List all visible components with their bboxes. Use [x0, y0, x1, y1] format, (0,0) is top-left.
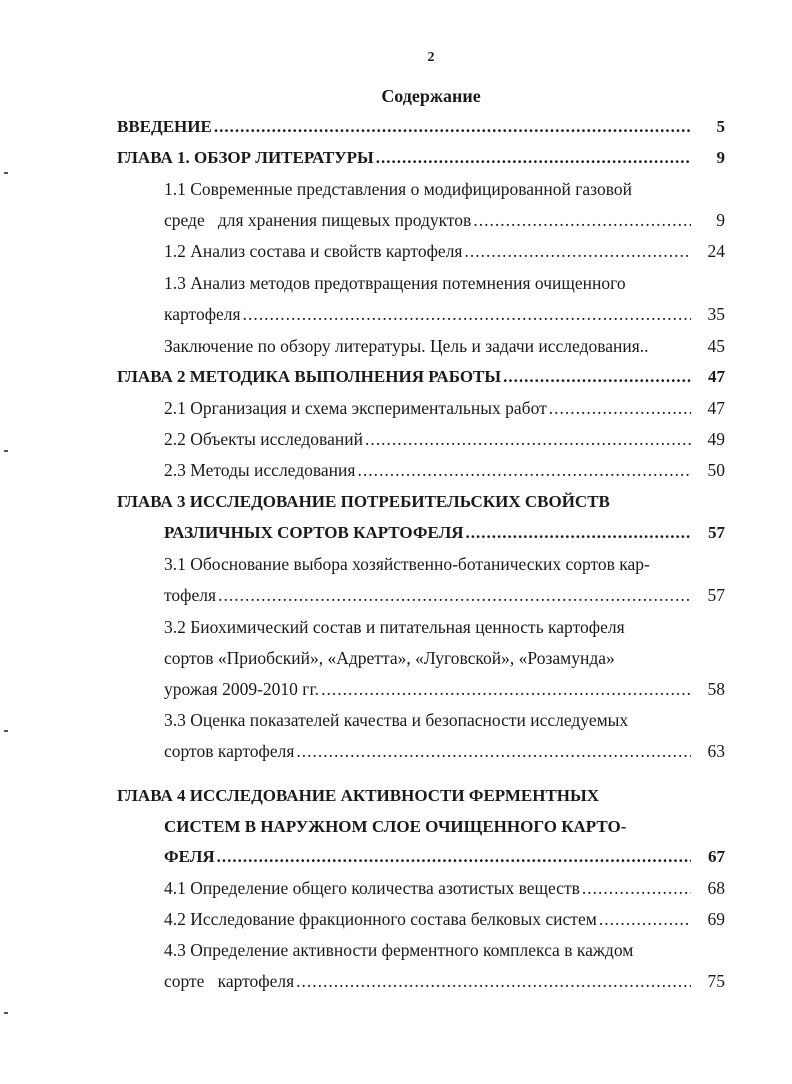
page-number: 2 — [427, 50, 435, 65]
leader-dots — [218, 585, 691, 606]
toc-page-number: 5 — [716, 117, 725, 136]
toc-entry-1-2 — [164, 241, 725, 263]
leader-dots — [296, 971, 691, 992]
toc-entry-4-3 — [164, 971, 725, 993]
leader-dots — [217, 847, 691, 867]
toc-entry-2-2 — [164, 429, 725, 451]
toc-page-number: 24 — [707, 241, 725, 261]
toc-entry-text: ГЛАВА 2 МЕТОДИКА ВЫПОЛНЕНИЯ РАБОТЫ — [117, 367, 502, 386]
toc-entry-text: ГЛАВА 1. ОБЗОР ЛИТЕРАТУРЫ — [117, 148, 374, 167]
toc-page-number: 57 — [707, 585, 725, 605]
toc-page-number: 57 — [708, 523, 725, 542]
toc-entry-text: Заключение по обзору литературы. Цель и задачи исследования.. — [164, 336, 649, 356]
toc-entry-3-2-line1: 3.2 Биохимический состав и питательная ценность картофеля — [164, 617, 625, 637]
toc-entry-chapter-1 — [117, 148, 725, 170]
toc-page-number: 63 — [707, 741, 725, 761]
leader-dots — [296, 741, 691, 762]
toc-entry-text: среде для хранения пищевых продуктов — [164, 210, 472, 230]
toc-entry-4-1 — [164, 878, 725, 900]
toc-page-number: 35 — [707, 304, 725, 324]
toc-entry-text: урожая 2009-2010 гг. — [164, 679, 320, 699]
toc-entry-chapter-4-line1: ГЛАВА 4 ИССЛЕДОВАНИЕ АКТИВНОСТИ ФЕРМЕНТНЫХ — [117, 786, 599, 805]
toc-page-number: 45 — [707, 336, 725, 356]
toc-entry-2-3 — [164, 460, 725, 482]
toc-page-number: 68 — [707, 878, 725, 898]
leader-dots — [357, 460, 691, 481]
page-title: Содержание — [381, 86, 481, 106]
toc-page-number: 67 — [708, 847, 725, 866]
leader-dots — [464, 241, 691, 262]
toc-entry-text: 2.2 Объекты исследований — [164, 429, 363, 449]
toc-page-number: 9 — [716, 210, 725, 230]
leader-dots — [243, 304, 691, 325]
toc-entry-text: сортов картофеля — [164, 741, 295, 761]
toc-entry-chapter-2 — [117, 367, 725, 389]
toc-entry-text: сорте картофеля — [164, 971, 295, 991]
toc-entry-1-1 — [164, 210, 725, 232]
toc-entry-3-3-line1: 3.3 Оценка показателей качества и безопасности исследуемых — [164, 710, 629, 730]
leader-dots — [321, 679, 691, 700]
toc-page-number: 49 — [707, 429, 725, 449]
leader-dots — [582, 878, 691, 899]
scan-mark — [4, 1012, 8, 1014]
toc-page-number: 58 — [707, 679, 725, 699]
toc-entry-4-3-line1: 4.3 Определение активности ферментного комплекса в каждом — [164, 940, 634, 960]
toc-entry-text: РАЗЛИЧНЫХ СОРТОВ КАРТОФЕЛЯ — [164, 523, 464, 542]
toc-entry-3-2-line2: сортов «Приобский», «Адретта», «Луговской», «Розамунда» — [164, 648, 615, 668]
toc-entry-3-2 — [164, 679, 725, 701]
toc-page-number: 47 — [708, 367, 725, 386]
toc-entry-chapter-4-line2: СИСТЕМ В НАРУЖНОМ СЛОЕ ОЧИЩЕННОГО КАРТО- — [164, 817, 627, 836]
toc-page-number: 47 — [707, 398, 725, 418]
leader-dots — [549, 398, 691, 419]
leader-dots — [376, 148, 691, 168]
toc-entry-2-1 — [164, 398, 725, 420]
toc-entry-text: 2.1 Организация и схема экспериментальных работ — [164, 398, 547, 418]
toc-page-number: 9 — [716, 148, 725, 167]
toc-entry-3-1-line1: 3.1 Обоснование выбора хозяйственно-ботанических сортов кар- — [164, 554, 650, 574]
leader-dots — [214, 117, 691, 137]
leader-dots — [473, 210, 691, 231]
toc-page-number: 50 — [707, 460, 725, 480]
toc-entry-text: 1.2 Анализ состава и свойств картофеля — [164, 241, 463, 261]
toc-page-number: 75 — [707, 971, 725, 991]
toc-entry-4-2 — [164, 909, 725, 931]
toc-entry-3-3 — [164, 741, 725, 763]
toc-entry-text: 4.1 Определение общего количества азотистых веществ — [164, 878, 580, 898]
toc-entry-intro — [117, 117, 725, 139]
scan-mark — [4, 450, 8, 452]
toc-entry-3-1 — [164, 585, 725, 607]
toc-entry-conclusion — [164, 336, 725, 358]
toc-entry-text: 2.3 Методы исследования — [164, 460, 356, 480]
toc-entry-text: тофеля — [164, 585, 217, 605]
toc-entry-chapter-4 — [164, 847, 725, 869]
toc-entry-text: картофеля — [164, 304, 241, 324]
toc-entry-chapter-3 — [164, 523, 725, 545]
scan-mark — [4, 172, 8, 174]
toc-entry-text: ФЕЛЯ — [164, 847, 215, 866]
toc-entry-chapter-3-line1: ГЛАВА 3 ИССЛЕДОВАНИЕ ПОТРЕБИТЕЛЬСКИХ СВОЙСТВ — [117, 492, 610, 511]
toc-entry-1-3 — [164, 304, 725, 326]
toc-entry-text: ВВЕДЕНИЕ — [117, 117, 212, 136]
toc-entry-1-3-line1: 1.3 Анализ методов предотвращения потемнения очищенного — [164, 273, 626, 293]
leader-dots — [599, 909, 691, 930]
leader-dots — [466, 523, 691, 543]
leader-dots — [365, 429, 691, 450]
toc-page-number: 69 — [707, 909, 725, 929]
scan-mark — [4, 730, 8, 732]
leader-dots — [503, 367, 691, 387]
toc-entry-1-1-line1: 1.1 Современные представления о модифицированной газовой — [164, 179, 632, 199]
toc-entry-text: 4.2 Исследование фракционного состава белковых систем — [164, 909, 597, 929]
